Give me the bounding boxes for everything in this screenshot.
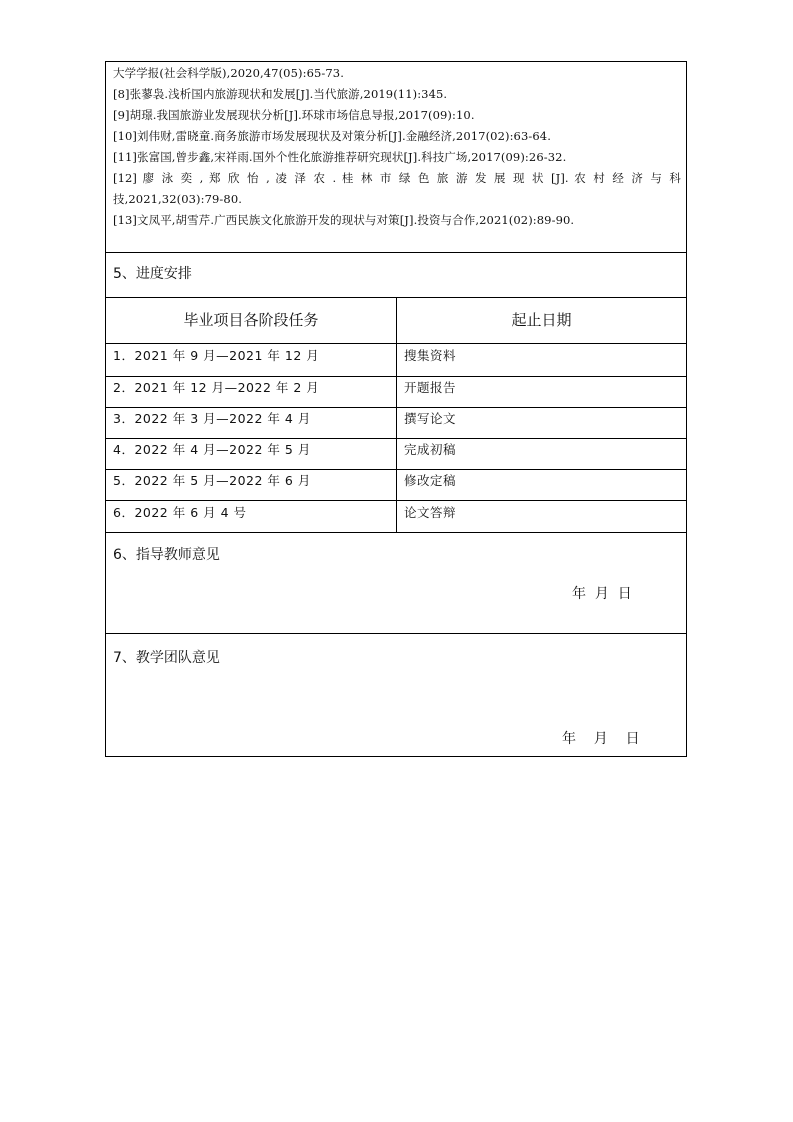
divider [106, 376, 686, 377]
advisor-opinion-heading: 6、指导教师意见 [113, 547, 220, 563]
divider [106, 532, 686, 533]
reference-line: [9]胡璟.我国旅游业发展现状分析[J].环球市场信息导报,2017(09):10. [113, 108, 475, 122]
divider [106, 633, 686, 634]
schedule-period: 6．2022 年 6 月 4 号 [113, 505, 247, 520]
reference-line: [10]刘伟财,雷晓童.商务旅游市场发展现状及对策分析[J].金融经济,2017(02):63-64. [113, 129, 551, 143]
team-opinion-heading: 7、教学团队意见 [113, 650, 220, 666]
schedule-task: 完成初稿 [404, 442, 457, 457]
reference-line: [13]文凤平,胡雪芹.广西民族文化旅游开发的现状与对策[J].投资与合作,2021(02):89-90. [113, 213, 575, 227]
column-divider [396, 297, 397, 532]
reference-line: 技,2021,32(03):79-80. [113, 192, 242, 206]
reference-line: [12] 廖 泳 奕 , 郑 欣 怡 , 凌 泽 农 . 桂 林 市 绿 色 旅 游 发 展 现 状 [J]. 农 村 经 济 与 科 [113, 171, 681, 185]
advisor-date-line: 年 月 日 [572, 586, 632, 602]
reference-line: 大学学报(社会科学版),2020,47(05):65-73. [113, 66, 344, 80]
proposal-form [105, 61, 687, 757]
schedule-period: 5．2022 年 5 月—2022 年 6 月 [113, 473, 311, 488]
schedule-task: 修改定稿 [404, 473, 457, 488]
divider [106, 500, 686, 501]
schedule-heading: 5、进度安排 [113, 266, 192, 282]
divider [106, 438, 686, 439]
schedule-period: 4．2022 年 4 月—2022 年 5 月 [113, 442, 311, 457]
reference-line: [11]张富国,曾步鑫,宋祥雨.国外个性化旅游推荐研究现状[J].科技广场,2017(09):26-32. [113, 150, 567, 164]
date-column-header: 起止日期 [511, 311, 572, 329]
reference-line: [8]张蓼袅.浅析国内旅游现状和发展[J].当代旅游,2019(11):345. [113, 87, 448, 101]
divider [106, 343, 686, 344]
divider [106, 407, 686, 408]
schedule-period: 2．2021 年 12 月—2022 年 2 月 [113, 380, 320, 395]
divider [106, 469, 686, 470]
task-column-header: 毕业项目各阶段任务 [183, 311, 319, 329]
schedule-task: 撰写论文 [404, 411, 457, 426]
schedule-task: 开题报告 [404, 380, 457, 395]
references-section [106, 62, 686, 253]
schedule-period: 3．2022 年 3 月—2022 年 4 月 [113, 411, 311, 426]
schedule-task: 论文答辩 [404, 505, 457, 520]
team-date-line: 年 月 日 [562, 731, 640, 747]
schedule-task: 搜集资料 [404, 348, 457, 363]
schedule-period: 1．2021 年 9 月—2021 年 12 月 [113, 348, 320, 363]
